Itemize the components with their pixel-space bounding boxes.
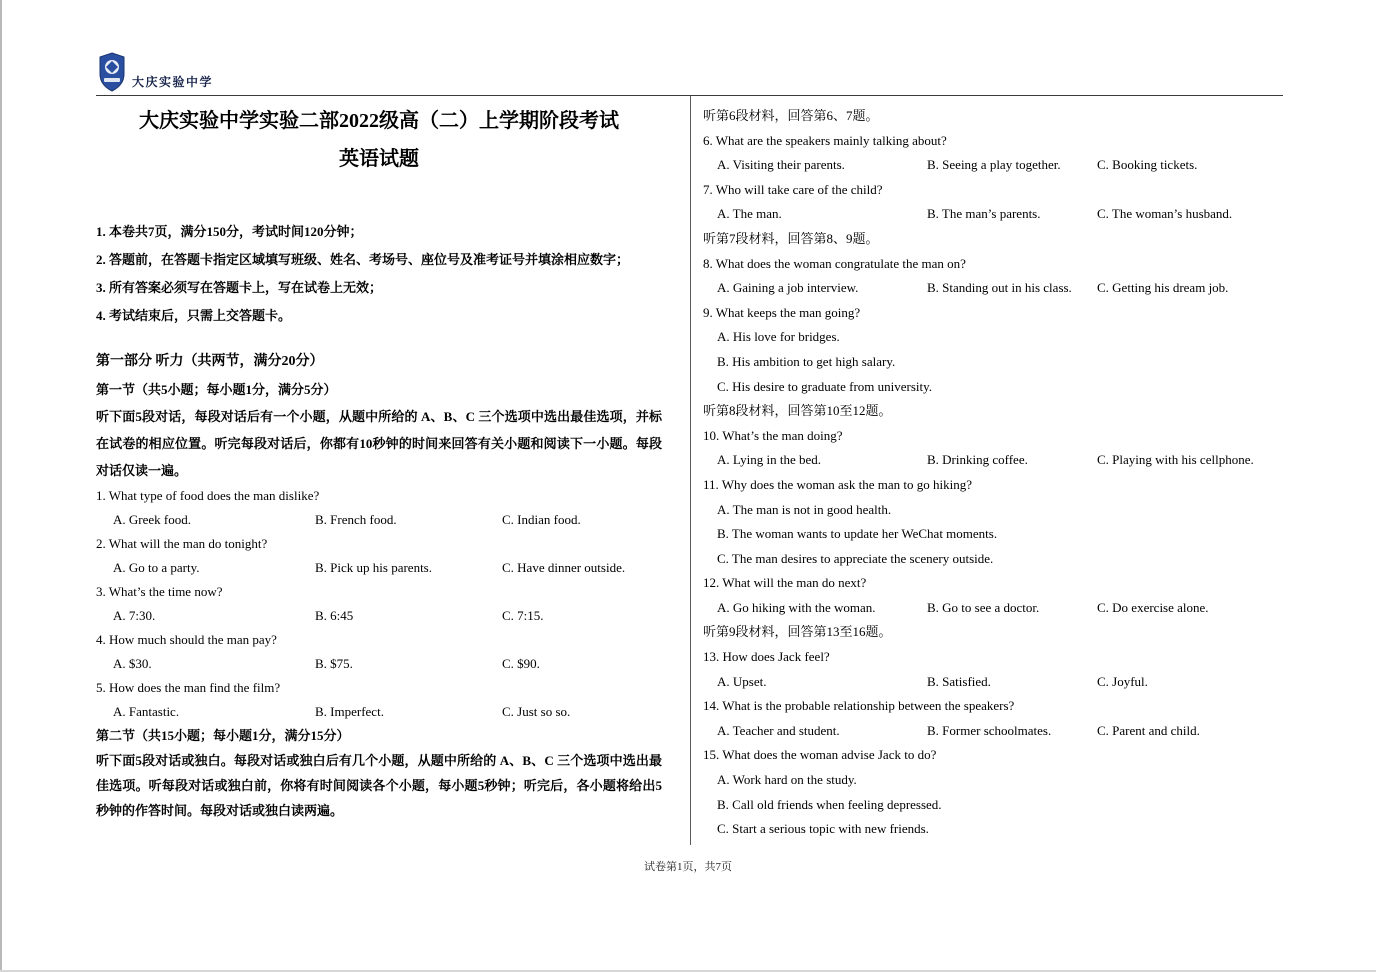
option: A. Upset. bbox=[717, 673, 767, 689]
question-options bbox=[703, 498, 1284, 572]
option: C. Joyful. bbox=[1097, 673, 1148, 689]
exam-title: 大庆实验中学实验二部2022级高（二）上学期阶段考试 bbox=[139, 110, 619, 132]
option: A. Lying in the bed. bbox=[717, 452, 821, 468]
question-stem: 11. Why does the woman ask the man to go hiking? bbox=[703, 476, 972, 492]
option: C. Getting his dream job. bbox=[1097, 280, 1229, 296]
question-options bbox=[703, 276, 1284, 301]
part2-heading: 第二节（共15小题；每小题1分，满分15分） bbox=[96, 728, 350, 743]
exam-subtitle: 英语试题 bbox=[339, 148, 419, 170]
option: A. Gaining a job interview. bbox=[717, 280, 859, 296]
part1-heading: 第一节（共5小题；每小题1分，满分5分） bbox=[96, 382, 337, 397]
option: B. Drinking coffee. bbox=[927, 452, 1028, 468]
listening-cue: 听第9段材料，回答第13至16题。 bbox=[703, 624, 892, 640]
question-stem: 15. What does the woman advise Jack to do? bbox=[703, 747, 937, 763]
option: C. His desire to graduate from university. bbox=[717, 378, 933, 394]
option: A. The man. bbox=[717, 206, 782, 222]
right-column bbox=[703, 104, 1284, 842]
part2-instructions: 听下面5段对话或独白。每段对话或独白后有几个小题，从题中所给的 A、B、C 三个选项中选出最佳选项。听每段对话或独白前，你将有时间阅读各个小题，每小题5秒钟；听完后，各小题将给出5秒钟的作答时间。每段对话或独白读两遍。 bbox=[96, 753, 662, 818]
option: B. Go to see a doctor. bbox=[927, 599, 1040, 615]
option: A. Go to a party. bbox=[113, 560, 200, 575]
exam-notices bbox=[96, 218, 662, 330]
option: A. $30. bbox=[113, 656, 152, 671]
page-left-edge bbox=[0, 0, 2, 972]
option: A. Visiting their parents. bbox=[717, 157, 845, 173]
option: B. Seeing a play together. bbox=[927, 157, 1061, 173]
option: C. The woman’s husband. bbox=[1097, 206, 1233, 222]
left-column bbox=[96, 106, 662, 823]
option: A. His love for bridges. bbox=[717, 329, 840, 345]
question-stem: 2. What will the man do tonight? bbox=[96, 536, 268, 551]
school-crest-icon bbox=[99, 52, 125, 92]
option: A. 7:30. bbox=[113, 608, 156, 623]
option: C. Booking tickets. bbox=[1097, 157, 1198, 173]
option: C. Start a serious topic with new friends. bbox=[717, 821, 929, 837]
question-stem: 6. What are the speakers mainly talking about? bbox=[703, 132, 947, 148]
question-options bbox=[703, 153, 1284, 178]
question-options bbox=[703, 596, 1284, 621]
question-stem: 4. How much should the man pay? bbox=[96, 632, 277, 647]
exam-notice: 1. 本卷共7页，满分150分，考试时间120分钟； bbox=[96, 224, 363, 239]
question-stem: 1. What type of food does the man dislike? bbox=[96, 488, 320, 503]
option: B. The man’s parents. bbox=[927, 206, 1041, 222]
page-footer-text: 试卷第1页，共7页 bbox=[644, 861, 732, 873]
option: A. Work hard on the study. bbox=[717, 772, 857, 788]
option: B. French food. bbox=[315, 512, 397, 527]
option: A. Greek food. bbox=[113, 512, 191, 527]
option: B. His ambition to get high salary. bbox=[717, 353, 896, 369]
option: C. The man desires to appreciate the scenery outside. bbox=[717, 550, 994, 566]
option: C. Parent and child. bbox=[1097, 722, 1200, 738]
question-options bbox=[703, 719, 1284, 744]
option: C. Do exercise alone. bbox=[1097, 599, 1209, 615]
question-stem: 10. What’s the man doing? bbox=[703, 427, 843, 443]
exam-notice: 4. 考试结束后，只需上交答题卡。 bbox=[96, 308, 292, 323]
question-stem: 3. What’s the time now? bbox=[96, 584, 223, 599]
question-options bbox=[96, 652, 662, 676]
question-options bbox=[96, 604, 662, 628]
option: B. Former schoolmates. bbox=[927, 722, 1052, 738]
question-options bbox=[96, 556, 662, 580]
part1-questions bbox=[96, 484, 662, 724]
listening-cue: 听第6段材料，回答第6、7题。 bbox=[703, 108, 879, 123]
question-options bbox=[703, 325, 1284, 399]
option: B. 6:45 bbox=[315, 608, 354, 623]
option: A. The man is not in good health. bbox=[717, 501, 892, 517]
page-footer bbox=[0, 858, 1376, 874]
option: B. Call old friends when feeling depressed. bbox=[717, 796, 942, 812]
question-options bbox=[703, 768, 1284, 842]
school-name: 大庆实验中学 bbox=[132, 75, 214, 89]
question-stem: 12. What will the man do next? bbox=[703, 575, 867, 591]
question-stem: 8. What does the woman congratulate the man on? bbox=[703, 255, 966, 271]
part1-instructions: 听下面5段对话，每段对话后有一个小题，从题中所给的 A、B、C 三个选项中选出最佳选项，并标在试卷的相应位置。听完每段对话后，你都有10秒钟的时间来回答有关小题和阅读下一小题。每段对话仅读一遍。 bbox=[96, 409, 662, 478]
option: C. Playing with his cellphone. bbox=[1097, 452, 1254, 468]
question-options bbox=[703, 448, 1284, 473]
exam-notice: 2. 答题前，在答题卡指定区域填写班级、姓名、考场号、座位号及准考证号并填涂相应数字； bbox=[96, 252, 630, 267]
option: C. Just so so. bbox=[502, 704, 571, 719]
option: A. Go hiking with the woman. bbox=[717, 599, 876, 615]
question-stem: 13. How does Jack feel? bbox=[703, 649, 830, 665]
question-stem: 9. What keeps the man going? bbox=[703, 304, 861, 320]
option: C. Have dinner outside. bbox=[502, 560, 626, 575]
listening-cue: 听第7段材料，回答第8、9题。 bbox=[703, 230, 879, 246]
option: B. Pick up his parents. bbox=[315, 560, 432, 575]
question-stem: 5. How does the man find the film? bbox=[96, 680, 281, 695]
option: C. 7:15. bbox=[502, 608, 544, 623]
exam-notice: 3. 所有答案必须写在答题卡上，写在试卷上无效； bbox=[96, 280, 383, 295]
question-options bbox=[703, 202, 1284, 227]
question-stem: 7. Who will take care of the child? bbox=[703, 181, 883, 197]
option: B. Satisfied. bbox=[927, 673, 991, 689]
column-divider bbox=[690, 96, 691, 845]
option: B. $75. bbox=[315, 656, 353, 671]
option: B. Standing out in his class. bbox=[927, 280, 1072, 296]
question-options bbox=[703, 670, 1284, 695]
listening-cue: 听第8段材料，回答第10至12题。 bbox=[703, 403, 892, 419]
question-options bbox=[96, 508, 662, 532]
school-logo bbox=[99, 52, 213, 92]
option: C. $90. bbox=[502, 656, 540, 671]
option: A. Fantastic. bbox=[113, 704, 180, 719]
option: B. The woman wants to update her WeChat moments. bbox=[717, 526, 998, 542]
option: A. Teacher and student. bbox=[717, 722, 840, 738]
question-stem: 14. What is the probable relationship between the speakers? bbox=[703, 698, 1015, 714]
option: C. Indian food. bbox=[502, 512, 581, 527]
question-options bbox=[96, 700, 662, 724]
option: B. Imperfect. bbox=[315, 704, 384, 719]
section1-heading: 第一部分 听力（共两节，满分20分） bbox=[96, 354, 324, 369]
